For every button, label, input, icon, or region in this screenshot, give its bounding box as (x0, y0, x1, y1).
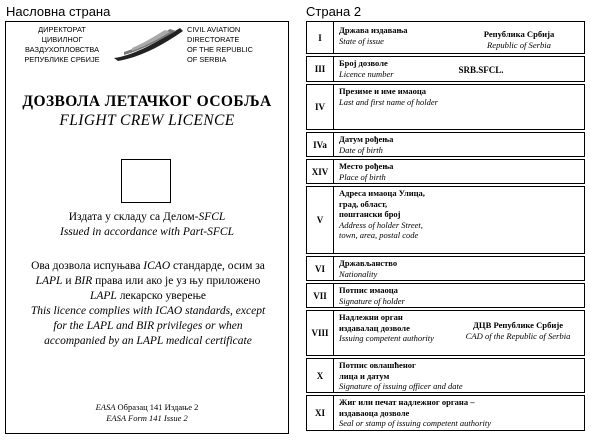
row-label (339, 188, 427, 241)
icao-sr-text: ICAO (143, 260, 171, 272)
row-seal-stamp (306, 395, 585, 431)
row-number: I (307, 22, 334, 53)
row-label (339, 25, 457, 46)
issued-sr-text: Издата у складу са Делом- (68, 211, 199, 223)
icao-sr-text: Ова дозвола испуњава (31, 260, 144, 272)
icao-sr-text: LAPL (35, 275, 63, 287)
icao-compliance-statement (8, 259, 288, 349)
icao-en-text: for the LAPL and BIR privileges or when (53, 320, 243, 332)
issuing-authority-value (453, 320, 583, 341)
label-english: Last and first name of holder (339, 96, 438, 107)
row-number: VII (307, 284, 334, 307)
label-serbian: Презиме и име имаоца (339, 86, 426, 96)
label-serbian: Потпис имаоца (339, 285, 398, 295)
issued-en-text: Issued in accordance with Part-SFCL (60, 226, 234, 238)
row-label (339, 312, 435, 344)
row-label (339, 360, 579, 392)
row-number: V (307, 187, 334, 253)
issued-sr-part: SFCL (198, 211, 226, 223)
row-number: XI (307, 396, 334, 430)
row-place-of-birth (306, 159, 585, 184)
value-english: Republic of Serbia (487, 39, 551, 50)
label-english: Issuing competent authority (339, 333, 434, 343)
row-label (339, 397, 579, 429)
label-serbian: Држављанство (339, 258, 398, 268)
row-number: IVa (307, 133, 334, 156)
icao-en-text: This licence complies with ICAO standards, except (30, 305, 266, 317)
label-english: Nationality (339, 268, 378, 279)
licence-number-value: SRB.SFCL. (458, 65, 504, 75)
label-english: Signature of issuing officer and date (339, 381, 463, 391)
value-serbian: ДЦВ Републике Србије (472, 320, 564, 330)
header-left-line: ЦИВИЛНОГ (41, 35, 83, 44)
header-left-line: ВАЗДУХОПЛОВСТВА (24, 45, 100, 54)
row-number: VIII (307, 311, 334, 355)
row-label (339, 86, 439, 107)
front-page-caption: Насловна страна (6, 4, 111, 19)
icao-sr-text: BIR (74, 275, 93, 287)
icao-sr-text: лекарско уверење (116, 290, 207, 302)
header-left-line: РЕПУБЛИКЕ СРБИЈЕ (24, 55, 100, 64)
row-holder-name (306, 84, 585, 130)
label-serbian: Надлежни орган издавалац дозволе (339, 312, 410, 333)
icao-sr-text: стандарде, осим за (170, 260, 265, 272)
icao-sr-text: права или ако је уз њу приложено (92, 275, 261, 287)
licence-title-english: FLIGHT CREW LICENCE (59, 112, 235, 129)
header-right-line: OF THE REPUBLIC (187, 45, 253, 54)
row-label (339, 134, 457, 155)
form-en-text: EASA Form 141 Issue 2 (106, 413, 188, 423)
page-two-caption: Страна 2 (306, 4, 362, 19)
cad-wing-logo-icon (110, 25, 186, 61)
photo-box (121, 159, 171, 203)
label-serbian: Адреса имаоца Улица, град, област, поштански број (339, 188, 425, 219)
row-label (339, 161, 457, 182)
row-number: XIV (307, 160, 334, 183)
label-serbian: Број дозволе (339, 58, 388, 68)
row-issuing-authority (306, 310, 585, 356)
icao-sr-text: LAPL (89, 290, 117, 302)
form-number (6, 402, 288, 424)
icao-en-text: accompanied by an LAPL medical certificate (44, 335, 252, 347)
row-date-of-birth (306, 132, 585, 157)
label-english: Date of birth (339, 144, 383, 155)
row-holder-address (306, 186, 585, 254)
row-holder-signature (306, 283, 585, 308)
label-english: State of issue (339, 35, 384, 46)
value-serbian: Република Србија (483, 29, 555, 39)
row-nationality (306, 256, 585, 281)
front-page-panel (5, 21, 289, 434)
row-number: VI (307, 257, 334, 280)
row-number: X (307, 359, 334, 392)
row-label (339, 285, 457, 306)
row-officer-signature (306, 358, 585, 393)
row-number: III (307, 57, 334, 81)
page-two-panel (306, 21, 585, 433)
header-left-line: ДИРЕКТОРАТ (38, 25, 86, 34)
label-serbian: Место рођења (339, 161, 394, 171)
form-sr-text: Образац 141 Издање 2 (115, 402, 199, 412)
label-english: Seal or stamp of issuing competent authority (339, 418, 492, 428)
form-sr-text: EASA (95, 402, 116, 412)
state-of-issue-value (455, 29, 583, 50)
label-serbian: Датум рођења (339, 134, 394, 144)
row-licence-number (306, 56, 585, 82)
row-state-of-issue (306, 21, 585, 54)
issued-statement (6, 210, 288, 240)
row-label (339, 258, 457, 279)
label-english: Signature of holder (339, 295, 405, 306)
directorate-header-english (187, 25, 287, 65)
directorate-header-serbian (12, 25, 112, 65)
icao-sr-text: и (62, 275, 75, 287)
label-english: Address of holder Street, town, area, postal code (339, 219, 423, 240)
header-right-line: OF SERBIA (187, 55, 227, 64)
licence-title-serbian: ДОЗВОЛА ЛЕТАЧКОГ ОСОБЉА (22, 93, 272, 110)
label-serbian: Потпис овлашћеног лица и датум (339, 360, 416, 381)
header-right-line: CIVIL AVIATION (187, 25, 241, 34)
row-number: IV (307, 85, 334, 129)
label-serbian: Држава издавања (339, 25, 408, 35)
label-serbian: Жиг или печат надлежног органа – издаваоца дозволе (339, 397, 475, 418)
label-english: Place of birth (339, 171, 386, 182)
label-english: Licence number (339, 68, 394, 79)
header-right-line: DIRECTORATE (187, 35, 240, 44)
value-english: CAD of the Republic of Serbia (465, 330, 571, 341)
